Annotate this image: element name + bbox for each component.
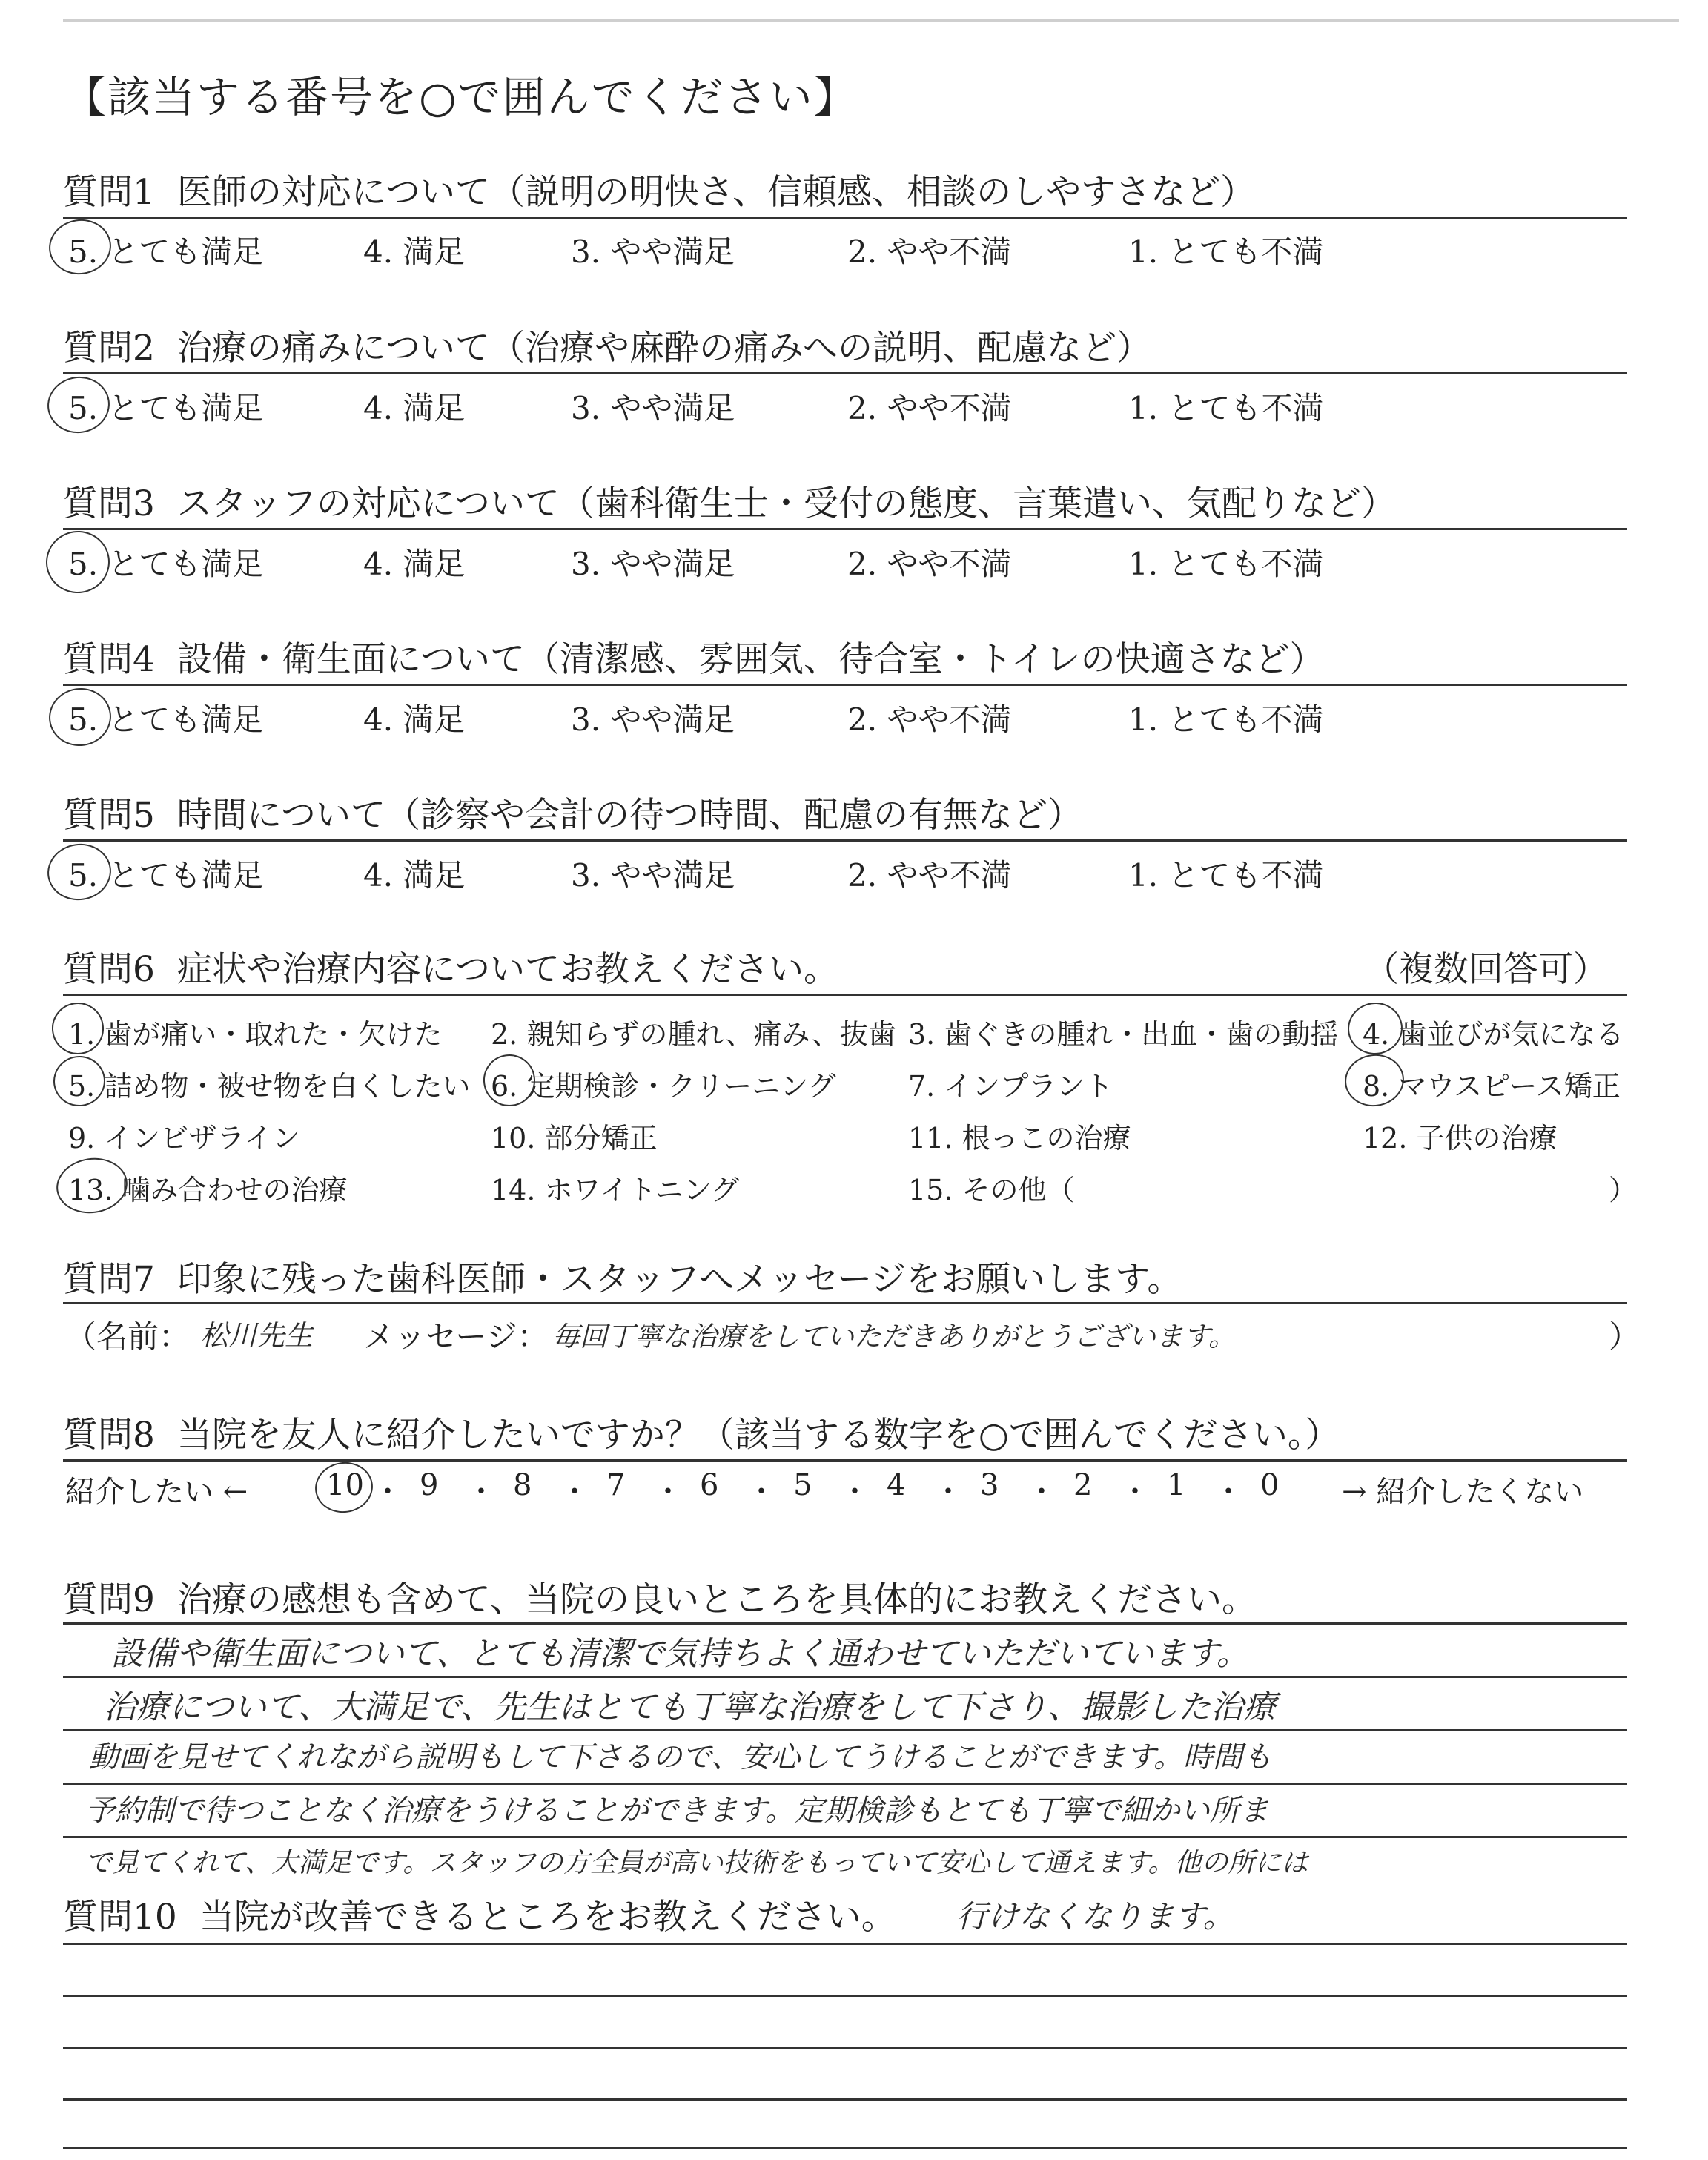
question-4-label: 質問4 (63, 639, 155, 680)
q6-option-8[interactable]: 8. マウスピース矯正 (1363, 1070, 1621, 1103)
q2-option-2[interactable]: 2. やや不満 (847, 390, 1012, 426)
q7-message-value[interactable]: 毎回丁寧な治療をしていただきありがとうございます。 (552, 1321, 1237, 1353)
q3-option-1[interactable]: 1. とても不満 (1128, 546, 1324, 582)
q6-option-4[interactable]: 4. 歯並びが気になる (1363, 1018, 1624, 1051)
question-3-rule (63, 528, 1627, 530)
q3-answer-circle (42, 526, 114, 597)
scale-value-8[interactable]: 8 (513, 1468, 532, 1502)
q4-option-3[interactable]: 3. やや満足 (571, 701, 735, 738)
q9-line-5 (63, 1836, 1627, 1838)
q4-option-4[interactable]: 4. 満足 (363, 701, 466, 738)
scale-separator: ・ (1120, 1475, 1150, 1509)
top-border-line (63, 19, 1679, 22)
q5-option-2[interactable]: 2. やや不満 (847, 857, 1012, 894)
scale-value-2[interactable]: 2 (1073, 1468, 1093, 1502)
q7-name-label: （名前： (65, 1318, 191, 1355)
q9-answer-line-2[interactable]: 治療について、大満足で、先生はとても丁寧な治療をして下さり、撮影した治療 (104, 1688, 1277, 1726)
question-6-rule (63, 994, 1627, 996)
scale-separator: ・ (1214, 1475, 1243, 1509)
q4-answer-circle (45, 684, 115, 750)
question-2 (63, 320, 1151, 370)
q8-left-label: 紹介したい ← (65, 1475, 248, 1509)
question-4-rule (63, 684, 1627, 686)
question-8-label: 質問8 (63, 1415, 155, 1456)
question-9 (63, 1572, 1257, 1622)
q10-line-2 (63, 1995, 1627, 1997)
scale-value-3[interactable]: 3 (980, 1468, 999, 1502)
scale-separator: ・ (560, 1475, 589, 1509)
q6-option-15[interactable]: 15. その他（ (908, 1174, 1075, 1206)
q6-option-11[interactable]: 11. 根っこの治療 (908, 1122, 1131, 1155)
q8-right-label: → 紹介したくない (1342, 1475, 1584, 1509)
question-2-rule (63, 372, 1627, 374)
question-5 (63, 787, 1082, 837)
scale-separator: ・ (1027, 1475, 1056, 1509)
scale-value-4[interactable]: 4 (887, 1468, 906, 1502)
question-6-text: 症状や治療内容についてお教えください。 (176, 949, 838, 990)
q10-line-5 (63, 2147, 1627, 2149)
q9-answer-line-6[interactable]: 行けなくなります。 (956, 1898, 1234, 1935)
question-5-label: 質問5 (63, 795, 155, 836)
q2-option-4[interactable]: 4. 満足 (363, 390, 466, 426)
q9-answer-line-5[interactable]: で見てくれて、大満足です。スタッフの方全員が高い技術をもっていて安心して通えます。他の所には (85, 1848, 1308, 1878)
q2-option-1[interactable]: 1. とても不満 (1128, 390, 1324, 426)
scale-separator: ・ (747, 1475, 776, 1509)
question-1-rule (63, 217, 1627, 219)
question-1 (63, 165, 1255, 214)
question-4 (63, 632, 1325, 681)
question-3-label: 質問3 (63, 483, 155, 524)
question-6-label: 質問6 (63, 949, 155, 990)
question-8-text: 当院を友人に紹介したいですか？（該当する数字を○で囲んでください。） (176, 1415, 1340, 1456)
q1-option-3[interactable]: 3. やや満足 (571, 234, 735, 270)
q4-option-2[interactable]: 2. やや不満 (847, 701, 1012, 738)
scale-separator: ・ (653, 1475, 683, 1509)
question-8-rule (63, 1459, 1627, 1462)
q9-line-1 (63, 1622, 1627, 1625)
q3-option-3[interactable]: 3. やや満足 (571, 546, 735, 582)
q6-option-9[interactable]: 9. インビザライン (68, 1122, 301, 1155)
q7-close-paren: ） (1609, 1318, 1641, 1355)
question-7 (63, 1252, 1182, 1301)
question-2-text: 治療の痛みについて（治療や麻酔の痛みへの説明、配慮など） (176, 328, 1152, 369)
q10-line-3 (63, 2047, 1627, 2049)
question-5-text: 時間について（診察や会計の待つ時間、配慮の有無など） (176, 795, 1082, 836)
q9-line-3 (63, 1729, 1627, 1731)
question-9-label: 質問9 (63, 1579, 155, 1620)
question-7-rule (63, 1302, 1627, 1304)
scale-separator: ・ (466, 1475, 496, 1509)
q6-option-7[interactable]: 7. インプラント (908, 1070, 1113, 1103)
question-10-label: 質問10 (63, 1897, 177, 1938)
q6-option-1[interactable]: 1. 歯が痛い・取れた・欠けた (68, 1018, 443, 1051)
scale-value-0[interactable]: 0 (1260, 1468, 1280, 1502)
question-9-text: 治療の感想も含めて、当院の良いところを具体的にお教えください。 (176, 1579, 1257, 1620)
q4-option-1[interactable]: 1. とても不満 (1128, 701, 1324, 738)
q4-option-5[interactable]: 5. とても満足 (68, 701, 264, 738)
question-4-text: 設備・衛生面について（清潔感、雰囲気、待合室・トイレの快適さなど） (176, 639, 1325, 680)
scale-value-10[interactable]: 10 (326, 1468, 364, 1502)
q7-message-label: メッセージ： (363, 1318, 549, 1355)
q6-option-10[interactable]: 10. 部分矯正 (491, 1122, 658, 1155)
scale-separator: ・ (373, 1475, 403, 1509)
q9-line-4 (63, 1783, 1627, 1785)
q6-option-13[interactable]: 13. 噛み合わせの治療 (68, 1174, 348, 1206)
scale-value-9[interactable]: 9 (420, 1468, 439, 1502)
question-1-text: 医師の対応について（説明の明快さ、信頼感、相談のしやすさなど） (176, 172, 1256, 213)
question-6 (63, 942, 838, 991)
q9-line-2 (63, 1676, 1627, 1678)
scale-value-5[interactable]: 5 (793, 1468, 812, 1502)
q5-option-4[interactable]: 4. 満足 (363, 857, 466, 894)
q2-option-5[interactable]: 5. とても満足 (68, 390, 264, 426)
q8-answer-circle (312, 1459, 377, 1516)
question-2-label: 質問2 (63, 328, 155, 369)
page-title: 【該当する番号を○で囲んでください】 (63, 72, 858, 122)
q5-option-5[interactable]: 5. とても満足 (68, 857, 264, 894)
question-3 (63, 476, 1396, 526)
q6-option-5[interactable]: 5. 詰め物・被せ物を白くしたい (68, 1070, 471, 1103)
question-5-rule (63, 839, 1627, 842)
question-7-label: 質問7 (63, 1259, 155, 1300)
q6-option-14[interactable]: 14. ホワイトニング (491, 1174, 740, 1206)
q1-option-5[interactable]: 5. とても満足 (68, 234, 264, 270)
question-6-multiple-note: （複数回答可） (1364, 949, 1608, 990)
q5-option-3[interactable]: 3. やや満足 (571, 857, 735, 894)
q5-option-1[interactable]: 1. とても不満 (1128, 857, 1324, 894)
question-3-text: スタッフの対応について（歯科衛生士・受付の態度、言葉遣い、気配りなど） (176, 483, 1396, 524)
q10-line-1 (63, 1943, 1627, 1945)
question-1-label: 質問1 (63, 172, 155, 213)
q9-answer-line-3[interactable]: 動画を見せてくれながら説明もして下さるので、安心してうけることができます。時間も (89, 1740, 1272, 1774)
question-8 (63, 1407, 1340, 1457)
q1-option-1[interactable]: 1. とても不満 (1128, 234, 1324, 270)
scale-value-1[interactable]: 1 (1167, 1468, 1186, 1502)
q6-circle-13 (53, 1154, 130, 1218)
q3-option-4[interactable]: 4. 満足 (363, 546, 466, 582)
scale-separator: ・ (840, 1475, 870, 1509)
q9-answer-line-4[interactable]: 予約制で待つことなく治療をうけることができます。定期検診もとても丁寧で細かい所ま (85, 1794, 1269, 1828)
q6-option-15-close: ） (1609, 1174, 1638, 1206)
scale-separator: ・ (933, 1475, 963, 1509)
q6-option-6[interactable]: 6. 定期検診・クリーニング (491, 1070, 836, 1103)
scale-value-6[interactable]: 6 (700, 1468, 719, 1502)
question-10 (63, 1889, 896, 1939)
question-10-text: 当院が改善できるところをお教えください。 (199, 1897, 896, 1938)
q1-option-2[interactable]: 2. やや不満 (847, 234, 1012, 270)
q1-option-4[interactable]: 4. 満足 (363, 234, 466, 270)
q6-option-2[interactable]: 2. 親知らずの腫れ、痛み、抜歯 (491, 1018, 896, 1051)
q3-option-2[interactable]: 2. やや不満 (847, 546, 1012, 582)
scale-value-7[interactable]: 7 (606, 1468, 626, 1502)
question-7-text: 印象に残った歯科医師・スタッフへメッセージをお願いします。 (176, 1259, 1182, 1300)
q6-option-3[interactable]: 3. 歯ぐきの腫れ・出血・歯の動揺 (908, 1018, 1339, 1051)
q2-option-3[interactable]: 3. やや満足 (571, 390, 735, 426)
q6-option-12[interactable]: 12. 子供の治療 (1363, 1122, 1558, 1155)
q7-name-value[interactable]: 松川先生 (200, 1319, 314, 1352)
q9-answer-line-1[interactable]: 設備や衛生面について、とても清潔で気持ちよく通わせていただいています。 (111, 1635, 1249, 1673)
q3-option-5[interactable]: 5. とても満足 (68, 546, 264, 582)
q10-line-4 (63, 2098, 1627, 2101)
